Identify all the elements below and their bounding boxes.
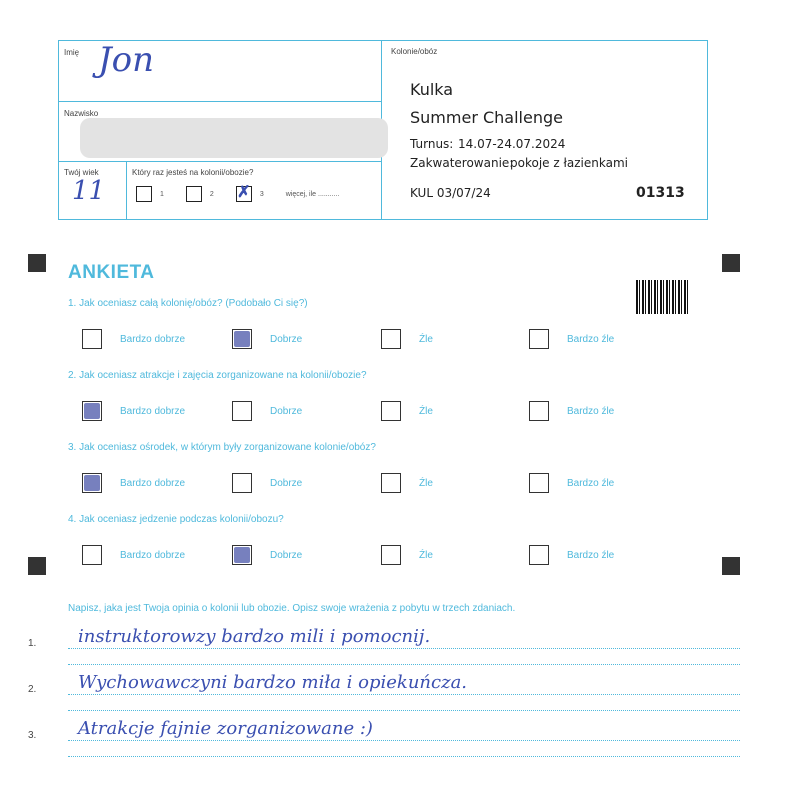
answer-option-label: Dobrze	[270, 405, 303, 417]
answer-option[interactable]	[381, 545, 433, 565]
answer-option[interactable]	[381, 329, 433, 349]
writing-line	[68, 756, 740, 757]
checkbox-checked[interactable]	[82, 401, 102, 421]
camp-program: Summer Challenge	[410, 108, 563, 127]
answer-option[interactable]	[381, 401, 433, 421]
writing-line	[68, 740, 740, 741]
writing-line	[68, 694, 740, 695]
answer-option-label: Źle	[419, 477, 433, 489]
times-option-2[interactable]: 2	[186, 186, 214, 202]
answer-option[interactable]	[529, 401, 614, 421]
checkbox-checked[interactable]	[232, 329, 252, 349]
registration-mark	[722, 254, 740, 272]
age-label: Twój wiek	[64, 168, 99, 177]
form-number: 01313	[636, 185, 685, 201]
camp-name: Kulka	[410, 80, 454, 99]
answer-option-label: Źle	[419, 549, 433, 561]
times-checkboxes	[136, 186, 361, 202]
checkbox-checked[interactable]	[236, 186, 252, 202]
opinion-prompt: Napisz, jaka jest Twoja opinia o kolonii lub obozie. Opisz swoje wrażenia z pobytu w trzech zdaniach.	[68, 603, 516, 614]
answer-option-label: Źle	[419, 333, 433, 345]
checkbox[interactable]	[136, 186, 152, 202]
barcode	[636, 280, 690, 314]
line-number: 1.	[28, 638, 37, 649]
opinion-answer: Wychowawczyni bardzo miła i opiekuńcza.	[78, 672, 468, 693]
checkbox[interactable]	[529, 545, 549, 565]
answer-option[interactable]	[529, 473, 614, 493]
answer-option-label: Bardzo dobrze	[120, 477, 186, 489]
camp-code: KUL 03/07/24	[410, 186, 491, 200]
line-number: 3.	[28, 730, 37, 741]
answer-option-label: Dobrze	[270, 333, 303, 345]
answer-option-label: Bardzo źle	[567, 549, 615, 561]
opinion-answer: instruktorowzy bardzo mili i pomocnij.	[78, 626, 431, 647]
checkbox[interactable]	[381, 329, 401, 349]
writing-line	[68, 664, 740, 665]
registration-mark	[722, 557, 740, 575]
turnus-value: 14.07-24.07.2024	[458, 137, 566, 151]
surname-label: Nazwisko	[64, 109, 99, 118]
answer-option-label: Bardzo źle	[567, 405, 615, 417]
answer-option[interactable]	[232, 329, 302, 349]
redacted-surname	[80, 118, 388, 158]
camp-label: Kolonie/obóz	[391, 47, 438, 56]
question-text: 1. Jak oceniasz całą kolonię/obóz? (Podobało Ci się?)	[68, 298, 308, 309]
registration-mark	[28, 254, 46, 272]
writing-line	[68, 648, 740, 649]
answer-option[interactable]	[529, 329, 614, 349]
survey-title: ANKIETA	[68, 262, 155, 283]
divider	[59, 161, 381, 162]
checkbox[interactable]	[381, 545, 401, 565]
turnus-label: Turnus:	[410, 137, 454, 151]
answer-option-label: Bardzo źle	[567, 333, 615, 345]
divider	[59, 101, 381, 102]
writing-line	[68, 710, 740, 711]
answer-option[interactable]	[82, 473, 185, 493]
answer-option-label: Bardzo dobrze	[120, 405, 186, 417]
question-text: 4. Jak oceniasz jedzenie podczas kolonii/obozu?	[68, 514, 284, 525]
answer-option-label: Bardzo dobrze	[120, 333, 186, 345]
accommodation-value: pokoje z łazienkami	[510, 156, 628, 170]
answer-option[interactable]	[232, 473, 302, 493]
times-option-1[interactable]: 1	[136, 186, 164, 202]
checkbox[interactable]	[186, 186, 202, 202]
times-label: Który raz jesteś na kolonii/obozie?	[132, 168, 254, 177]
line-number: 2.	[28, 684, 37, 695]
accommodation-label: Zakwaterowanie:	[410, 156, 514, 170]
answer-option-label: Dobrze	[270, 477, 303, 489]
age-value: 11	[72, 176, 106, 206]
answer-option[interactable]	[529, 545, 614, 565]
times-option-3[interactable]: ✗ 3	[236, 186, 264, 202]
checkbox[interactable]	[82, 545, 102, 565]
checkbox[interactable]	[82, 329, 102, 349]
checkbox[interactable]	[232, 401, 252, 421]
checkbox[interactable]	[529, 401, 549, 421]
registration-mark	[28, 557, 46, 575]
checkbox[interactable]	[381, 401, 401, 421]
answer-option[interactable]	[232, 401, 302, 421]
answer-option[interactable]	[82, 401, 185, 421]
name-label: Imię	[64, 48, 80, 57]
question-text: 3. Jak oceniasz ośrodek, w którym były zorganizowane kolonie/obóz?	[68, 442, 376, 453]
answer-option[interactable]	[381, 473, 433, 493]
opinion-answer: Atrakcje fajnie zorganizowane :)	[78, 718, 373, 739]
question-text: 2. Jak oceniasz atrakcje i zajęcia zorganizowane na kolonii/obozie?	[68, 370, 367, 381]
name-value: Jon	[98, 40, 154, 80]
checkbox[interactable]	[232, 473, 252, 493]
checkbox[interactable]	[529, 329, 549, 349]
answer-option-label: Bardzo dobrze	[120, 549, 186, 561]
answer-option-label: Bardzo źle	[567, 477, 615, 489]
checkbox[interactable]	[529, 473, 549, 493]
times-option-more[interactable]: więcej, ile ...........	[285, 190, 340, 198]
checkbox-checked[interactable]	[232, 545, 252, 565]
answer-option[interactable]	[232, 545, 302, 565]
checkbox[interactable]	[381, 473, 401, 493]
divider	[126, 161, 127, 219]
answer-option-label: Dobrze	[270, 549, 303, 561]
answer-option[interactable]	[82, 329, 185, 349]
answer-option[interactable]	[82, 545, 185, 565]
answer-option-label: Źle	[419, 405, 433, 417]
check-mark-icon: ✗	[237, 184, 251, 201]
checkbox-checked[interactable]	[82, 473, 102, 493]
